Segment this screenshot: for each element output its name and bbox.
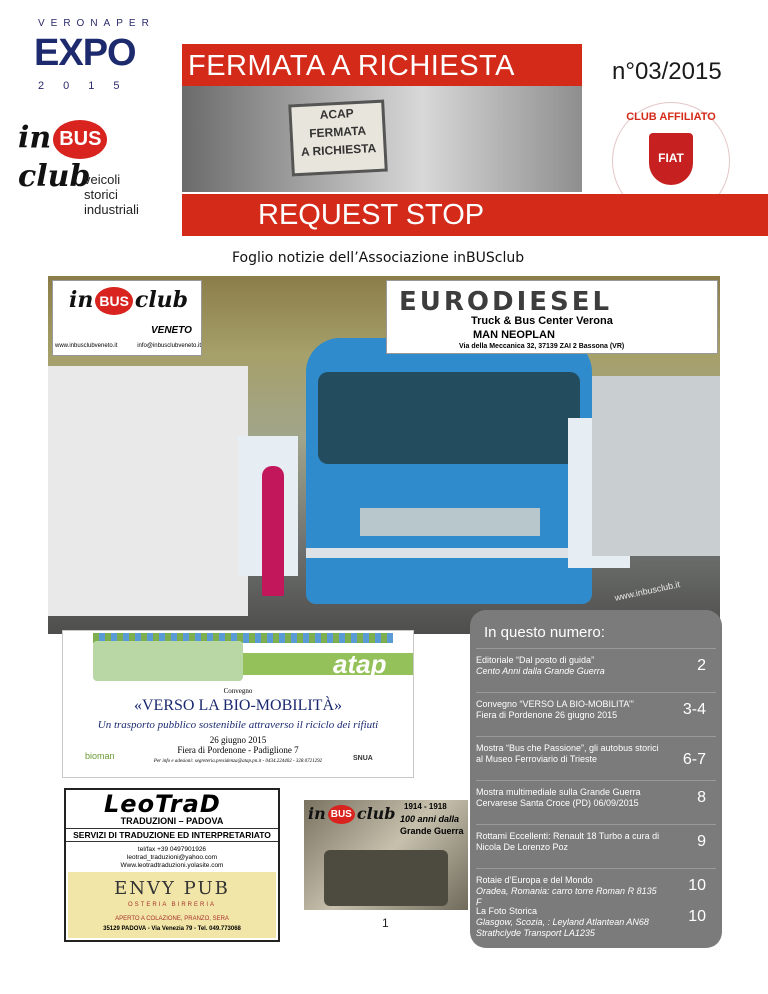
snua-logo: SNUA <box>353 755 373 762</box>
veneto-label: VENETO <box>151 325 192 336</box>
veneto-wordmark: in BUS club <box>69 287 189 313</box>
leotrad-tel: tel/fax +39 0497901926 <box>137 846 207 853</box>
item-title: La Foto Storica <box>476 906 538 916</box>
item-sub: Cento Anni dalla Grande Guerra <box>476 666 605 676</box>
eurodiesel-address: Via della Meccanica 32, 37139 ZAI 2 Bassona (VR) <box>459 343 625 350</box>
blue-vintage-bus <box>306 338 592 604</box>
contents-item[interactable] <box>476 736 716 777</box>
expo-logo-top: VERONAPER <box>38 18 155 29</box>
seal-arc-top: CLUB AFFILIATO <box>626 111 716 123</box>
item-title: Rottami Eccellenti: Renault 18 Turbo a cura di Nicola De Lorenzo Poz <box>476 831 660 852</box>
item-page: 2 <box>697 657 706 674</box>
contents-item[interactable] <box>476 780 716 821</box>
woman-figure <box>262 466 284 596</box>
leotrad-line2: SERVIZI DI TRADUZIONE ED INTERPRETARIATO <box>66 828 278 842</box>
club-logo-wordmark: in BUSclub <box>18 120 178 194</box>
leotrad-envy-ad <box>64 788 280 942</box>
envy-pub-address: 35129 PADOVA - Via Venezia 79 - Tel. 049.773068 <box>103 926 241 932</box>
ad-date: 26 giugno 2015 <box>209 735 267 745</box>
contents-item[interactable] <box>476 824 716 865</box>
gg-caption-1: 100 anni dalla <box>400 814 460 824</box>
eurodiesel-logo: EURODIESEL <box>399 287 613 317</box>
photo-website-text: www.inbusclub.it <box>613 579 681 603</box>
title-banner <box>182 44 582 86</box>
leotrad-email: leotrad_traduzioni@yahoo.com <box>126 854 218 861</box>
item-sub: Oradea, Romania: carro torre Roman R 8135 F <box>476 886 657 907</box>
gg-caption-2: Grande Guerra <box>400 826 464 836</box>
item-sub: Cervarese Santa Croce (PD) 06/09/2015 <box>476 798 639 808</box>
item-title: Mostra multimediale sulla Grande Guerra <box>476 787 641 797</box>
ad-place: Fiera di Pordenone - Padiglione 7 <box>177 745 299 755</box>
item-page: 8 <box>697 789 706 806</box>
bus-stop-sign-photo <box>182 86 582 192</box>
club-logo-subtitle: veicoli storici industriali <box>84 172 139 217</box>
contents-item[interactable] <box>476 900 716 944</box>
item-title: Convegno “VERSO LA BIO-MOBILITA’” <box>476 699 634 709</box>
gg-years: 1914 - 1918 <box>404 802 447 811</box>
eurodiesel-brands: MAN NEOPLAN <box>473 329 555 341</box>
bus-stripe <box>306 548 592 558</box>
inbusclub-veneto-card <box>52 280 202 356</box>
atap-conference-ad <box>62 630 414 778</box>
leotrad-line1: TRADUZIONI – PADOVA <box>120 816 224 826</box>
item-page: 10 <box>688 877 706 894</box>
modern-coach <box>592 376 720 556</box>
bioman-logo: bioman <box>85 751 115 761</box>
ad-info: Per info e adesioni: segreteria.presidenza@atap.pn.it - 0434.224402 - 328.0721292 <box>153 759 323 764</box>
envy-pub-type: OSTERIA BIRRERIA <box>127 902 216 908</box>
newsletter-description: Foglio notizie dell’Associazione inBUSclub <box>232 250 525 266</box>
fiat-shield-icon: FIAT <box>649 133 693 185</box>
envy-pub-hours: APERTO A COLAZIONE, PRANZO, SERA <box>115 916 229 922</box>
photo-sign: ACAP FERMATA A RICHIESTA <box>288 100 388 177</box>
garbage-truck <box>48 366 248 616</box>
veneto-contacts: www.inbusclubveneto.it info@inbusclubveneto.it <box>55 343 201 349</box>
contents-sidebar <box>470 610 722 948</box>
item-page: 10 <box>688 908 706 925</box>
ad-convegno: Convegno <box>223 687 253 695</box>
eurodiesel-tagline: Truck & Bus Center Verona <box>471 315 613 327</box>
exhibition-photo <box>48 276 720 634</box>
page-number: 1 <box>382 916 389 930</box>
issue-number: n°03/2015 <box>612 58 722 85</box>
contents-item[interactable] <box>476 692 716 733</box>
atap-logo: atap <box>333 649 387 679</box>
item-sub: Fiera di Pordenone 26 giugno 2015 <box>476 710 618 720</box>
contents-item[interactable] <box>476 648 716 689</box>
item-sub: Glasgow, Scozia, : Leyland Atlantean AN68 Strathclyde Transport LA1235 <box>476 917 649 938</box>
gg-military-vehicle <box>324 850 448 906</box>
subtitle-banner <box>182 194 768 236</box>
item-title: Mostra “Bus che Passione”, gli autobus storici al Museo Ferroviario di Trieste <box>476 743 659 764</box>
item-title: Editoriale “Dal posto di guida” <box>476 655 595 665</box>
ad-bus-image <box>93 641 243 681</box>
item-page: 3-4 <box>682 701 706 718</box>
bus-windshield <box>318 372 580 464</box>
envy-pub-name: ENVY PUB <box>114 878 230 899</box>
envy-pub-ad <box>68 872 276 938</box>
item-title: Rotaie d’Europa e del Mondo <box>476 875 593 885</box>
grande-guerra-photo <box>304 800 468 910</box>
newsletter-title: FERMATA A RICHIESTA <box>188 50 515 82</box>
leotrad-web: Www.leotradtraduzioni.yolasite.com <box>120 862 224 869</box>
expo-logo-years: 2015 <box>38 80 139 92</box>
bus-grille <box>360 508 540 536</box>
newsletter-subtitle: REQUEST STOP <box>258 199 485 231</box>
eurodiesel-card <box>386 280 718 354</box>
ad-title: «VERSO LA BIO-MOBILITÀ» <box>134 697 342 714</box>
contents-heading: In questo numero: <box>484 624 605 641</box>
leotrad-logo: LeoTraD <box>104 790 221 818</box>
inbusclub-logo <box>18 120 178 230</box>
ad-subtitle: Un trasporto pubblico sostenibile attraverso il riciclo dei rifiuti <box>97 719 379 731</box>
gg-club-wordmark: in BUS club <box>308 804 396 823</box>
item-page: 9 <box>697 833 706 850</box>
item-page: 6-7 <box>682 751 706 768</box>
expo-logo-main: EXPO <box>34 32 136 74</box>
expo-2015-logo <box>28 18 168 98</box>
